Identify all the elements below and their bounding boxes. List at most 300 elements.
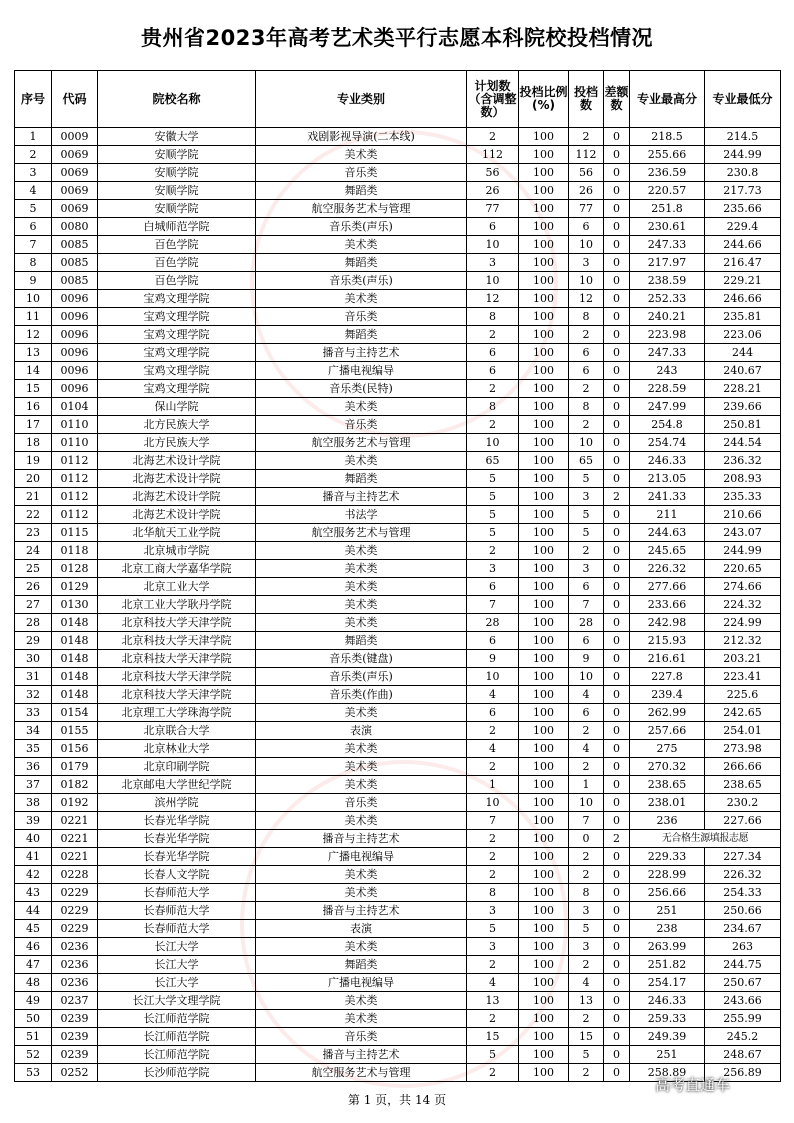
table-cell: 美术类 (256, 542, 467, 560)
table-cell: 10 (569, 668, 604, 686)
table-cell: 19 (15, 452, 52, 470)
table-cell: 宝鸡文理学院 (98, 344, 256, 362)
table-cell: 211 (630, 506, 705, 524)
table-cell: 长江大学 (98, 974, 256, 992)
table-cell: 0 (569, 830, 604, 848)
table-cell: 255.99 (705, 1010, 781, 1028)
table-cell: 249.39 (630, 1028, 705, 1046)
table-cell: 3 (467, 560, 519, 578)
table-cell: 208.93 (705, 470, 781, 488)
table-cell: 0 (604, 974, 630, 992)
table-row (15, 614, 781, 632)
table-cell: 8 (467, 398, 519, 416)
table-cell: 宝鸡文理学院 (98, 290, 256, 308)
table-cell: 27 (15, 596, 52, 614)
table-cell: 0221 (52, 830, 98, 848)
table-cell: 北京工业大学耿丹学院 (98, 596, 256, 614)
table-cell: 0085 (52, 254, 98, 272)
table-row (15, 920, 781, 938)
table-cell: 235.66 (705, 200, 781, 218)
table-cell: 北海艺术设计学院 (98, 452, 256, 470)
table-cell: 10 (467, 236, 519, 254)
table-cell: 230.8 (705, 164, 781, 182)
table-row (15, 272, 781, 290)
table-cell: 0229 (52, 902, 98, 920)
table-cell: 13 (569, 992, 604, 1010)
table-cell: 31 (15, 668, 52, 686)
table-cell: 235.81 (705, 308, 781, 326)
header-cell: 投档数 (569, 71, 604, 128)
table-cell: 239.66 (705, 398, 781, 416)
table-cell: 0 (604, 578, 630, 596)
table-cell: 0 (604, 758, 630, 776)
table-cell: 224.99 (705, 614, 781, 632)
table-cell: 238.59 (630, 272, 705, 290)
table-cell: 3 (15, 164, 52, 182)
table-cell: 15 (467, 1028, 519, 1046)
table-cell: 100 (519, 740, 569, 758)
table-cell: 1 (15, 128, 52, 146)
table-cell: 0148 (52, 614, 98, 632)
table-row (15, 1046, 781, 1064)
table-cell: 100 (519, 398, 569, 416)
table-cell: 0 (604, 344, 630, 362)
table-cell: 0 (604, 812, 630, 830)
table-cell: 100 (519, 686, 569, 704)
table-cell: 100 (519, 992, 569, 1010)
table-cell: 270.32 (630, 758, 705, 776)
table-cell: 0236 (52, 938, 98, 956)
table-header-row (15, 71, 781, 128)
table-cell: 6 (569, 344, 604, 362)
table-cell: 100 (519, 290, 569, 308)
table-cell: 2 (467, 326, 519, 344)
table-cell: 舞蹈类 (256, 956, 467, 974)
table-cell: 49 (15, 992, 52, 1010)
table-cell: 安顺学院 (98, 164, 256, 182)
table-cell: 240.67 (705, 362, 781, 380)
table-cell: 3 (467, 902, 519, 920)
table-cell: 0085 (52, 272, 98, 290)
table-cell: 5 (467, 506, 519, 524)
table-cell: 0192 (52, 794, 98, 812)
table-cell: 23 (15, 524, 52, 542)
table-cell: 100 (519, 470, 569, 488)
table-cell: 100 (519, 380, 569, 398)
table-cell: 北华航天工业学院 (98, 524, 256, 542)
table-cell: 保山学院 (98, 398, 256, 416)
table-cell: 广播电视编导 (256, 848, 467, 866)
table-cell: 北京工业大学 (98, 578, 256, 596)
table-cell: 北京印刷学院 (98, 758, 256, 776)
table-cell: 100 (519, 254, 569, 272)
table-cell: 39 (15, 812, 52, 830)
table-cell: 266.66 (705, 758, 781, 776)
table-cell: 243.66 (705, 992, 781, 1010)
table-cell: 安顺学院 (98, 182, 256, 200)
table-cell: 10 (569, 434, 604, 452)
table-cell: 3 (467, 938, 519, 956)
table-cell: 244.63 (630, 524, 705, 542)
table-row (15, 866, 781, 884)
table-cell: 236.59 (630, 164, 705, 182)
table-cell: 100 (519, 776, 569, 794)
table-cell: 2 (467, 866, 519, 884)
table-cell: 白城师范学院 (98, 218, 256, 236)
table-cell: 100 (519, 614, 569, 632)
table-cell: 长春师范大学 (98, 884, 256, 902)
table-cell: 223.41 (705, 668, 781, 686)
table-row (15, 524, 781, 542)
table-row (15, 938, 781, 956)
page-title: 贵州省2023年高考艺术类平行志愿本科院校投档情况 (141, 26, 653, 50)
table-cell: 0 (604, 326, 630, 344)
header-cell: 计划数（含调整数） (467, 71, 519, 128)
table-cell: 256.89 (705, 1064, 781, 1082)
table-cell: 100 (519, 542, 569, 560)
table-cell: 240.21 (630, 308, 705, 326)
table-cell: 100 (519, 452, 569, 470)
table-cell: 100 (519, 164, 569, 182)
table-cell: 251.8 (630, 200, 705, 218)
table-cell: 0 (604, 362, 630, 380)
table-cell: 263.99 (630, 938, 705, 956)
table-cell: 8 (467, 884, 519, 902)
table-cell: 273.98 (705, 740, 781, 758)
table-cell: 100 (519, 650, 569, 668)
table-cell: 10 (15, 290, 52, 308)
table-cell: 227.8 (630, 668, 705, 686)
table-cell: 4 (467, 740, 519, 758)
table-cell: 戏剧影视导演(二本线) (256, 128, 467, 146)
table-cell: 0 (604, 902, 630, 920)
table-cell: 210.66 (705, 506, 781, 524)
table-cell: 7 (15, 236, 52, 254)
table-cell: 100 (519, 506, 569, 524)
table-cell: 5 (569, 524, 604, 542)
table-cell: 美术类 (256, 866, 467, 884)
table-cell: 0 (604, 470, 630, 488)
table-cell: 0096 (52, 380, 98, 398)
admission-table (14, 70, 781, 1082)
table-cell: 220.65 (705, 560, 781, 578)
table-cell: 0 (604, 794, 630, 812)
table-cell: 舞蹈类 (256, 182, 467, 200)
table-cell: 0 (604, 290, 630, 308)
table-cell: 238 (630, 920, 705, 938)
table-cell: 257.66 (630, 722, 705, 740)
table-cell: 0069 (52, 182, 98, 200)
table-cell: 3 (569, 254, 604, 272)
table-cell: 0 (604, 182, 630, 200)
table-cell: 长江师范学院 (98, 1028, 256, 1046)
table-cell: 100 (519, 848, 569, 866)
table-cell: 0229 (52, 884, 98, 902)
table-cell: 播音与主持艺术 (256, 830, 467, 848)
table-cell: 223.06 (705, 326, 781, 344)
table-cell: 28 (15, 614, 52, 632)
table-cell: 100 (519, 812, 569, 830)
table-cell: 245.2 (705, 1028, 781, 1046)
table-cell: 244.54 (705, 434, 781, 452)
table-cell: 203.21 (705, 650, 781, 668)
table-cell: 航空服务艺术与管理 (256, 434, 467, 452)
table-cell: 244.99 (705, 146, 781, 164)
table-cell: 0 (604, 722, 630, 740)
table-cell: 播音与主持艺术 (256, 902, 467, 920)
table-cell: 长江大学 (98, 938, 256, 956)
table-cell: 100 (519, 830, 569, 848)
table-cell: 6 (467, 362, 519, 380)
table-cell: 2 (569, 758, 604, 776)
table-cell: 舞蹈类 (256, 470, 467, 488)
table-row (15, 1028, 781, 1046)
table-cell: 12 (467, 290, 519, 308)
table-cell: 4 (569, 974, 604, 992)
table-cell: 5 (467, 920, 519, 938)
table-cell: 0148 (52, 650, 98, 668)
table-cell: 246.33 (630, 992, 705, 1010)
table-cell: 100 (519, 596, 569, 614)
table-cell: 9 (15, 272, 52, 290)
table-cell: 235.33 (705, 488, 781, 506)
table-cell: 46 (15, 938, 52, 956)
table-cell: 44 (15, 902, 52, 920)
table-cell: 0130 (52, 596, 98, 614)
table-cell: 2 (467, 1010, 519, 1028)
table-cell: 0 (604, 956, 630, 974)
table-cell: 0 (604, 668, 630, 686)
table-row (15, 344, 781, 362)
table-cell: 7 (569, 596, 604, 614)
table-cell: 0 (604, 704, 630, 722)
table-cell: 275 (630, 740, 705, 758)
table-row (15, 416, 781, 434)
table-cell: 0 (604, 884, 630, 902)
table-row (15, 794, 781, 812)
table-cell: 13 (15, 344, 52, 362)
table-cell: 表演 (256, 920, 467, 938)
table-cell: 217.97 (630, 254, 705, 272)
table-cell: 228.59 (630, 380, 705, 398)
table-cell: 北方民族大学 (98, 416, 256, 434)
table-cell: 美术类 (256, 776, 467, 794)
table-cell: 9 (467, 650, 519, 668)
table-row (15, 290, 781, 308)
table-cell: 美术类 (256, 884, 467, 902)
table-cell: 4 (467, 974, 519, 992)
table-cell: 100 (519, 326, 569, 344)
table-cell: 美术类 (256, 290, 467, 308)
table-cell: 6 (569, 362, 604, 380)
table-cell: 244 (705, 344, 781, 362)
table-cell: 100 (519, 668, 569, 686)
table-cell: 0 (604, 416, 630, 434)
table-cell: 北京科技大学天津学院 (98, 686, 256, 704)
table-cell: 北京科技大学天津学院 (98, 632, 256, 650)
table-row (15, 362, 781, 380)
table-cell: 100 (519, 866, 569, 884)
table-cell: 0096 (52, 308, 98, 326)
table-cell: 航空服务艺术与管理 (256, 200, 467, 218)
header-cell: 差额数 (604, 71, 630, 128)
table-cell: 10 (467, 272, 519, 290)
header-cell: 院校名称 (98, 71, 256, 128)
table-cell: 宝鸡文理学院 (98, 326, 256, 344)
table-cell: 254.74 (630, 434, 705, 452)
table-cell: 0112 (52, 488, 98, 506)
table-row (15, 326, 781, 344)
table-cell: 0069 (52, 164, 98, 182)
table-cell: 美术类 (256, 560, 467, 578)
table-cell: 238.65 (705, 776, 781, 794)
table-cell: 5 (569, 1046, 604, 1064)
table-cell: 251 (630, 1046, 705, 1064)
table-cell: 2 (569, 848, 604, 866)
table-cell: 北方民族大学 (98, 434, 256, 452)
table-cell: 100 (519, 434, 569, 452)
table-cell: 安徽大学 (98, 128, 256, 146)
table-cell: 2 (467, 380, 519, 398)
table-cell: 100 (519, 182, 569, 200)
table-cell: 247.33 (630, 344, 705, 362)
table-cell: 0085 (52, 236, 98, 254)
table-cell: 215.93 (630, 632, 705, 650)
table-cell: 248.67 (705, 1046, 781, 1064)
table-cell: 美术类 (256, 938, 467, 956)
table-cell: 北京林业大学 (98, 740, 256, 758)
table-cell: 100 (519, 272, 569, 290)
table-cell: 53 (15, 1064, 52, 1082)
table-cell: 229.21 (705, 272, 781, 290)
table-cell: 100 (519, 1028, 569, 1046)
table-row (15, 974, 781, 992)
table-cell: 0096 (52, 290, 98, 308)
table-cell: 美术类 (256, 236, 467, 254)
table-cell: 美术类 (256, 740, 467, 758)
table-cell: 美术类 (256, 704, 467, 722)
table-cell: 238.01 (630, 794, 705, 812)
table-cell: 100 (519, 308, 569, 326)
table-cell: 广播电视编导 (256, 974, 467, 992)
table-cell: 227.34 (705, 848, 781, 866)
table-cell: 100 (519, 722, 569, 740)
table-cell: 277.66 (630, 578, 705, 596)
table-cell: 2 (604, 830, 630, 848)
table-row (15, 506, 781, 524)
table-cell: 播音与主持艺术 (256, 1046, 467, 1064)
table-cell: 北京科技大学天津学院 (98, 650, 256, 668)
table-cell: 242.98 (630, 614, 705, 632)
table-cell: 8 (569, 398, 604, 416)
table-cell: 8 (569, 884, 604, 902)
table-cell: 18 (15, 434, 52, 452)
table-cell: 51 (15, 1028, 52, 1046)
table-cell: 43 (15, 884, 52, 902)
table-cell: 214.5 (705, 128, 781, 146)
table-cell: 安顺学院 (98, 146, 256, 164)
table-cell: 0 (604, 200, 630, 218)
table-cell: 2 (467, 956, 519, 974)
table-cell: 238.65 (630, 776, 705, 794)
table-cell: 0 (604, 398, 630, 416)
table-cell: 北京工商大学嘉华学院 (98, 560, 256, 578)
table-cell: 0096 (52, 344, 98, 362)
table-row (15, 578, 781, 596)
table-cell: 258.89 (630, 1064, 705, 1082)
table-cell: 美术类 (256, 146, 467, 164)
table-cell: 9 (569, 650, 604, 668)
table-row (15, 758, 781, 776)
table-cell: 1 (569, 776, 604, 794)
table-cell: 2 (569, 128, 604, 146)
table-cell: 0110 (52, 416, 98, 434)
table-cell: 0179 (52, 758, 98, 776)
table-cell: 航空服务艺术与管理 (256, 1064, 467, 1082)
table-cell: 6 (569, 632, 604, 650)
table-cell: 228.21 (705, 380, 781, 398)
table-row (15, 542, 781, 560)
page-footer: 第 1 页，共 14 页 (347, 1093, 447, 1107)
table-cell: 3 (467, 254, 519, 272)
table-cell: 0228 (52, 866, 98, 884)
table-row (15, 470, 781, 488)
table-cell: 77 (467, 200, 519, 218)
table-cell: 6 (467, 632, 519, 650)
table-cell: 2 (569, 1010, 604, 1028)
table-cell: 0229 (52, 920, 98, 938)
table-cell: 音乐类 (256, 794, 467, 812)
table-cell: 0 (604, 380, 630, 398)
table-cell: 2 (467, 416, 519, 434)
table-row (15, 398, 781, 416)
table-cell: 宝鸡文理学院 (98, 308, 256, 326)
table-cell: 0 (604, 614, 630, 632)
table-cell: 8 (569, 308, 604, 326)
table-cell: 244.99 (705, 542, 781, 560)
table-cell: 0080 (52, 218, 98, 236)
table-cell: 表演 (256, 722, 467, 740)
table-cell: 251 (630, 902, 705, 920)
table-row (15, 218, 781, 236)
table-cell: 音乐类 (256, 1028, 467, 1046)
table-cell: 0 (604, 740, 630, 758)
table-row (15, 884, 781, 902)
table-cell: 213.05 (630, 470, 705, 488)
table-row (15, 146, 781, 164)
table-cell: 47 (15, 956, 52, 974)
table-cell: 0148 (52, 632, 98, 650)
table-row (15, 686, 781, 704)
table-cell: 0 (604, 272, 630, 290)
table-cell: 0 (604, 1010, 630, 1028)
table-cell: 北京邮电大学世纪学院 (98, 776, 256, 794)
table-cell: 长春人文学院 (98, 866, 256, 884)
header-cell: 投档比例(%) (519, 71, 569, 128)
table-cell: 28 (467, 614, 519, 632)
table-cell: 6 (467, 218, 519, 236)
table-cell: 2 (467, 830, 519, 848)
table-cell: 10 (569, 272, 604, 290)
table-cell: 0129 (52, 578, 98, 596)
table-cell: 100 (519, 704, 569, 722)
table-cell: 262.99 (630, 704, 705, 722)
table-cell: 15 (15, 380, 52, 398)
table-cell: 29 (15, 632, 52, 650)
table-cell: 247.99 (630, 398, 705, 416)
table-cell: 234.67 (705, 920, 781, 938)
table-cell: 0154 (52, 704, 98, 722)
